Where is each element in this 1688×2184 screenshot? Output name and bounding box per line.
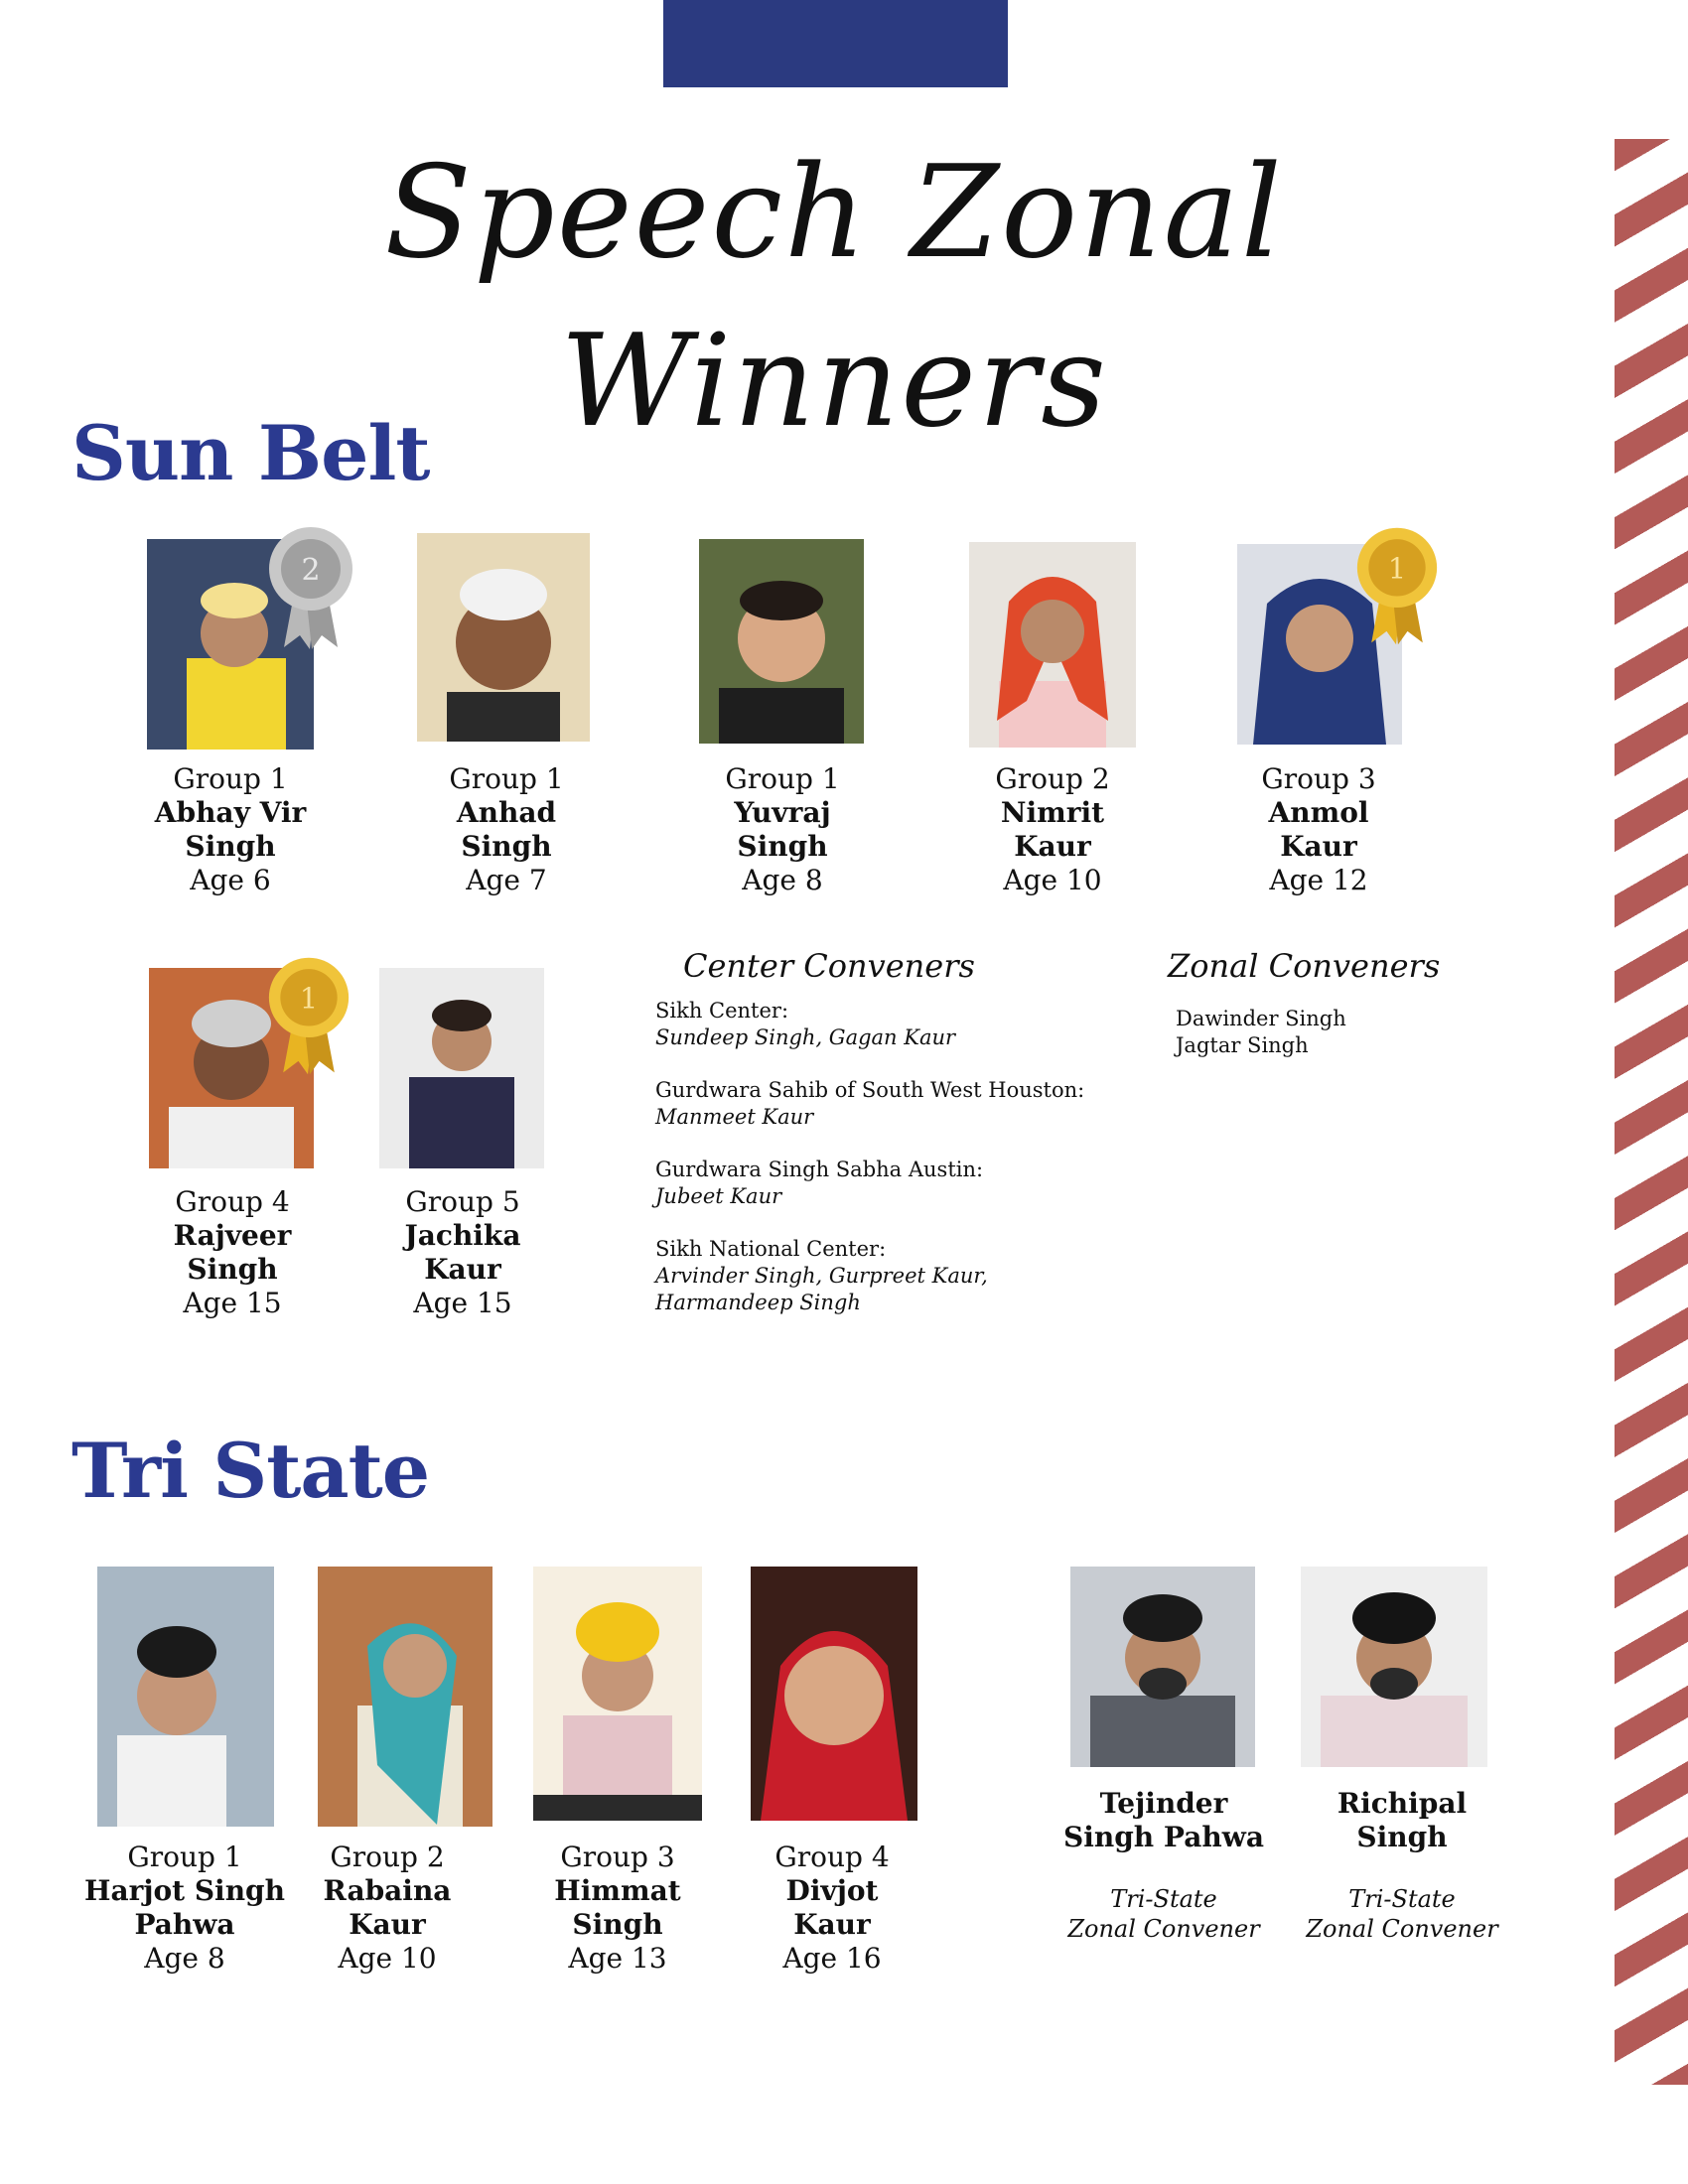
winner-photo-harjot bbox=[97, 1567, 274, 1827]
winner-photo-anhad bbox=[417, 533, 590, 742]
winner-caption: Group 1 Anhad Singh Age 7 bbox=[449, 762, 564, 896]
tristate-convener-caption: Richipal Singh Tri-State Zonal Convener bbox=[1306, 1787, 1498, 1943]
decorative-stripes bbox=[1615, 139, 1688, 2085]
silver-award-ribbon-icon bbox=[266, 524, 355, 651]
tristate-convener-caption: Tejinder Singh Pahwa Tri-State Zonal Convener bbox=[1063, 1787, 1264, 1943]
zonal-conveners-list: Dawinder Singh Jagtar Singh bbox=[1176, 1007, 1346, 1057]
winner-caption: Group 4 Divjot Kaur Age 16 bbox=[774, 1841, 890, 1975]
winner-caption: Group 1 Yuvraj Singh Age 8 bbox=[725, 762, 840, 896]
winner-caption: Group 2 Nimrit Kaur Age 10 bbox=[995, 762, 1110, 896]
convener-entry: Gurdwara Singh Sabha Austin: Jubeet Kaur bbox=[655, 1158, 984, 1208]
winner-caption: Group 2 Rabaina Kaur Age 10 bbox=[323, 1841, 452, 1975]
gold-award-ribbon-icon bbox=[266, 953, 352, 1078]
winner-photo-divjot bbox=[751, 1567, 917, 1821]
svg-text:2: 2 bbox=[301, 553, 321, 588]
winner-photo-nimrit bbox=[969, 542, 1136, 748]
convener-entry: Sikh National Center: Arvinder Singh, Gurpreet Kaur, Harmandeep Singh bbox=[655, 1237, 988, 1314]
winner-caption: Group 1 Abhay Vir Singh Age 6 bbox=[154, 762, 307, 896]
center-conveners-list bbox=[655, 998, 1112, 1342]
convener-entry: Sikh Center: Sundeep Singh, Gagan Kaur bbox=[655, 999, 956, 1049]
convener-photo-richipal bbox=[1301, 1567, 1487, 1767]
page-title: Speech Zonal Winners bbox=[384, 139, 1284, 456]
winner-caption: Group 1 Harjot Singh Pahwa Age 8 bbox=[84, 1841, 285, 1975]
winner-caption: Group 5 Jachika Kaur Age 15 bbox=[404, 1185, 521, 1319]
svg-text:1: 1 bbox=[299, 981, 319, 1016]
winner-caption: Group 3 Himmat Singh Age 13 bbox=[554, 1841, 681, 1975]
winner-photo-yuvraj bbox=[699, 539, 864, 744]
section-title-sun-belt: Sun Belt bbox=[71, 409, 430, 497]
winner-photo-rabaina bbox=[318, 1567, 492, 1827]
zonal-conveners-heading: Zonal Conveners bbox=[1168, 947, 1441, 985]
winner-photo-jachika bbox=[379, 968, 544, 1168]
winner-caption: Group 4 Rajveer Singh Age 15 bbox=[173, 1185, 292, 1319]
winner-photo-himmat bbox=[533, 1567, 702, 1821]
section-title-tri-state: Tri State bbox=[71, 1427, 430, 1515]
center-conveners-heading: Center Conveners bbox=[683, 947, 975, 985]
top-color-bar bbox=[663, 0, 1008, 87]
convener-photo-tejinder bbox=[1070, 1567, 1255, 1767]
svg-text:1: 1 bbox=[1387, 551, 1407, 586]
convener-entry: Gurdwara Sahib of South West Houston: Manmeet Kaur bbox=[655, 1078, 1085, 1129]
winner-caption: Group 3 Anmol Kaur Age 12 bbox=[1261, 762, 1376, 896]
gold-award-ribbon-icon bbox=[1354, 523, 1440, 648]
